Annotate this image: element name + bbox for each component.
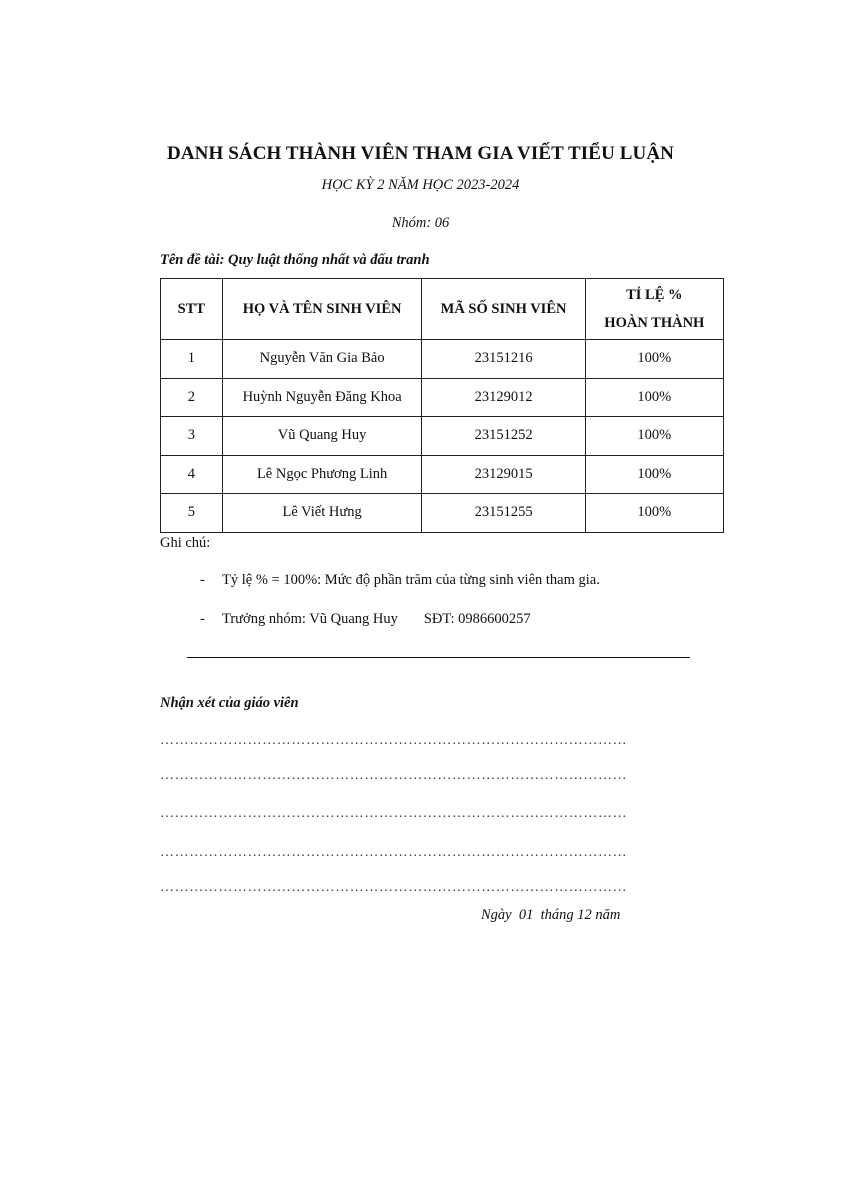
- cell-student-id: 23151255: [422, 494, 585, 533]
- note-item-completion: [200, 572, 600, 589]
- cell-stt: 4: [161, 455, 223, 494]
- cell-completion: 100%: [585, 340, 723, 379]
- group-number: Nhóm: 06: [391, 215, 450, 231]
- cell-name: Huỳnh Nguyễn Đăng Khoa: [222, 378, 422, 417]
- comment-dotted-line: ……………………………………………………………………………………: [160, 880, 628, 895]
- header-completion-line2: HOÀN THÀNH: [604, 315, 705, 331]
- header-completion: [585, 279, 723, 340]
- notes-label: Ghi chú:: [160, 535, 211, 551]
- member-table: [160, 278, 724, 533]
- comment-dotted-line: ……………………………………………………………………………………: [160, 806, 628, 821]
- table-header-row: [161, 279, 724, 340]
- header-name: HỌ VÀ TÊN SINH VIÊN: [222, 279, 422, 340]
- table-row: [161, 455, 724, 494]
- table-row: [161, 340, 724, 379]
- cell-stt: 5: [161, 494, 223, 533]
- cell-student-id: 23129012: [422, 378, 585, 417]
- comment-dotted-line: ……………………………………………………………………………………: [160, 733, 628, 748]
- cell-completion: 100%: [585, 378, 723, 417]
- cell-completion: 100%: [585, 494, 723, 533]
- table-row: [161, 378, 724, 417]
- cell-stt: 2: [161, 378, 223, 417]
- note-item-phone-text: SĐT: 0986600257: [423, 611, 531, 627]
- comment-dotted-line: ……………………………………………………………………………………: [160, 845, 628, 860]
- header-completion-line1: TỈ LỆ %: [626, 287, 683, 303]
- cell-stt: 3: [161, 417, 223, 456]
- cell-name: Lê Viết Hưng: [222, 494, 422, 533]
- divider-line: [187, 657, 690, 658]
- cell-completion: 100%: [585, 417, 723, 456]
- table-row: [161, 417, 724, 456]
- cell-name: Lê Ngọc Phương Linh: [222, 455, 422, 494]
- document-title: DANH SÁCH THÀNH VIÊN THAM GIA VIẾT TIỂU LUẬN: [167, 143, 674, 164]
- term-subtitle: HỌC KỲ 2 NĂM HỌC 2023-2024: [321, 177, 520, 193]
- cell-student-id: 23151216: [422, 340, 585, 379]
- header-student-id: MÃ SỐ SINH VIÊN: [422, 279, 585, 340]
- cell-student-id: 23129015: [422, 455, 585, 494]
- cell-stt: 1: [161, 340, 223, 379]
- note-item-leader-text: Trưởng nhóm: Vũ Quang Huy: [222, 611, 398, 627]
- signature-date: Ngày 01 tháng 12 năm: [481, 907, 621, 923]
- bullet-dash: -: [200, 572, 205, 588]
- cell-completion: 100%: [585, 455, 723, 494]
- header-stt: STT: [161, 279, 223, 340]
- topic-title: Tên đề tài: Quy luật thống nhất và đấu tranh: [160, 252, 430, 268]
- cell-name: Vũ Quang Huy: [222, 417, 422, 456]
- teacher-comment-label: Nhận xét của giáo viên: [160, 695, 299, 711]
- bullet-dash: -: [200, 611, 205, 627]
- cell-student-id: 23151252: [422, 417, 585, 456]
- comment-dotted-line: ……………………………………………………………………………………: [160, 768, 628, 783]
- note-item-leader: [200, 611, 531, 628]
- table-row: [161, 494, 724, 533]
- note-item-completion-text: Tỷ lệ % = 100%: Mức độ phần trăm của từng sinh viên tham gia.: [222, 572, 600, 588]
- cell-name: Nguyễn Văn Gia Bảo: [222, 340, 422, 379]
